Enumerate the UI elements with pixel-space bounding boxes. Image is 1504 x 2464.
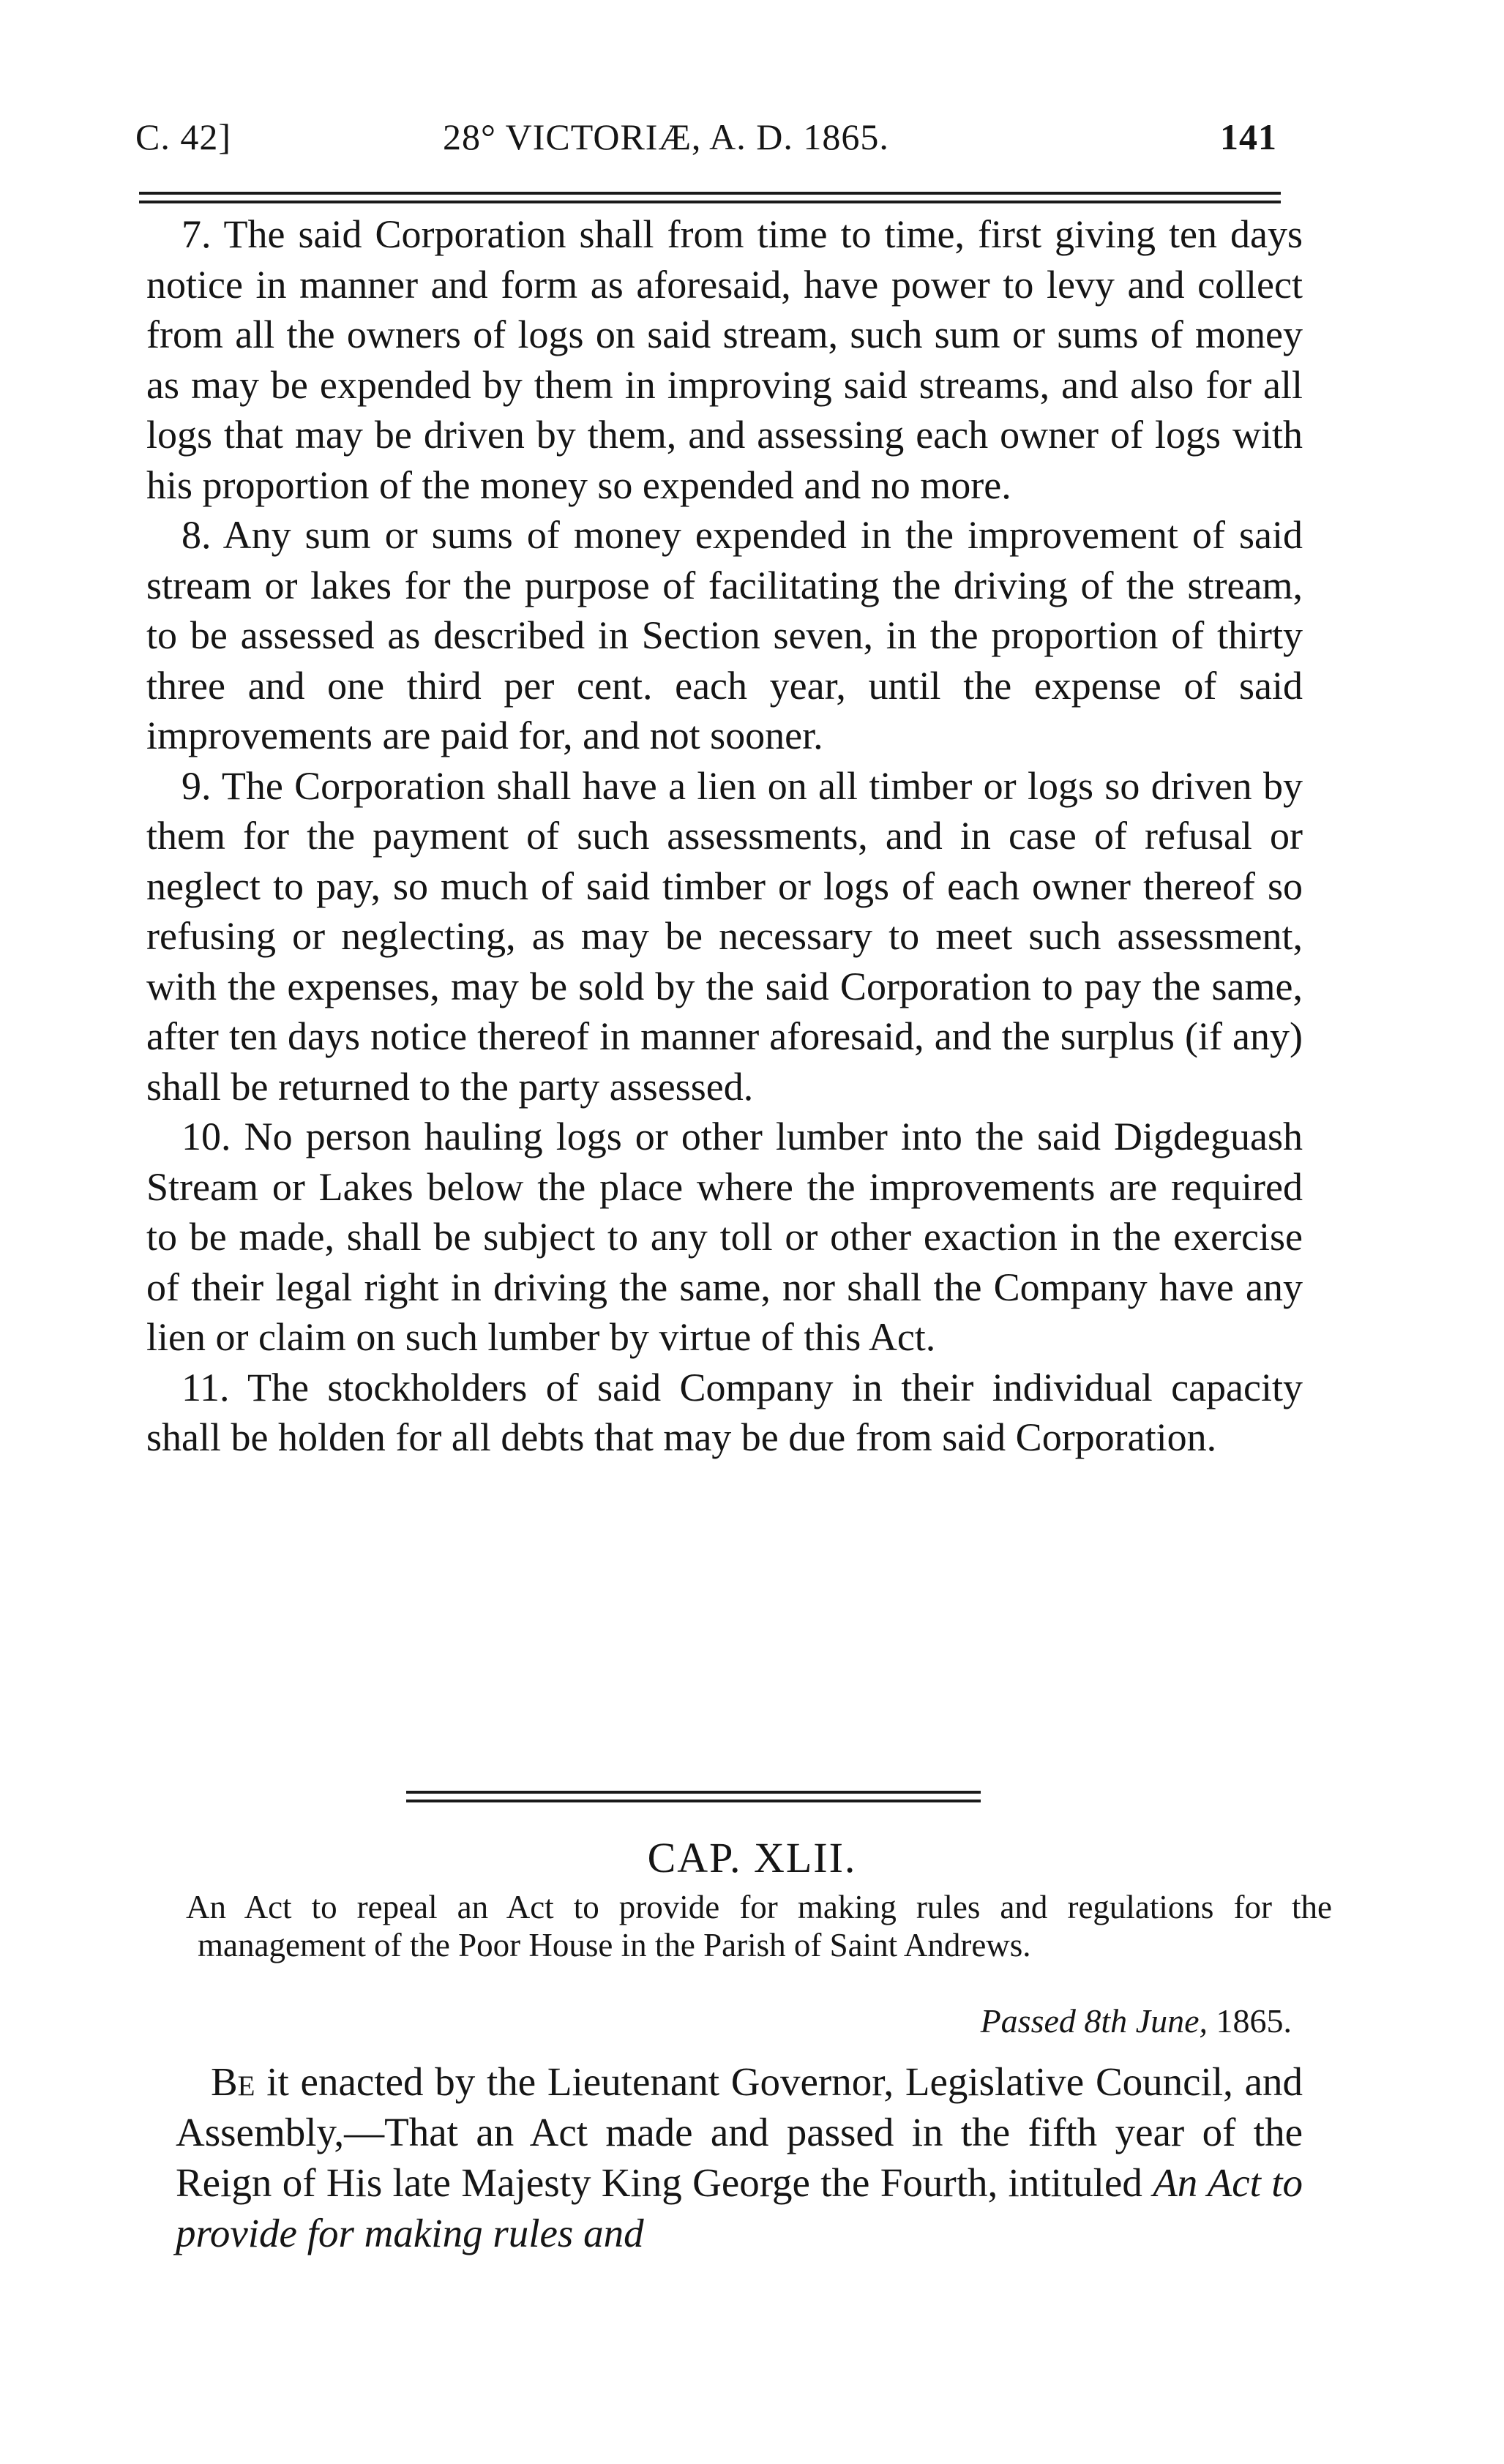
enacting-lead: Be bbox=[211, 2059, 255, 2104]
section-text: The said Corporation shall from time to time, first giving ten days notice in manner and form as aforesaid, have power to levy and collect from all the owners of logs on said stream, such sum or sums of money as may be expended by them in improving said streams, and also for all logs that may be driven by them, and assessing each owner of logs with his proportion of the money so expended and no more. bbox=[146, 212, 1303, 507]
chapter-divider-top bbox=[406, 1791, 981, 1794]
page-number: 141 bbox=[1220, 116, 1277, 157]
section-number: 9. bbox=[182, 763, 212, 808]
section-9 bbox=[146, 761, 1303, 1112]
act-long-title: An Act to repeal an Act to provide for making rules and regulations for the management of the Poor House in the Parish of Saint Andrews. bbox=[186, 1889, 1332, 1963]
section-text: The stockholders of said Company in their individual capacity shall be holden for all debts that may be due from said Corporation. bbox=[146, 1365, 1303, 1459]
chapter-title: CAP. XLII. bbox=[647, 1834, 857, 1881]
section-number: 11. bbox=[182, 1365, 230, 1409]
running-title: 28° VICTORIÆ, A. D. 1865. bbox=[443, 116, 889, 157]
section-8 bbox=[146, 510, 1303, 761]
section-text: Any sum or sums of money expended in the improvement of said stream or lakes for the purpose of facilitating the driving of the stream, to be assessed as described in Section seven, in the proportion of thirty three and one third per cent. each year, until the expense of said improvements are paid for, and not sooner. bbox=[146, 513, 1303, 757]
section-number: 7. bbox=[182, 212, 212, 256]
enacting-clause bbox=[176, 2056, 1303, 2258]
section-text: No person hauling logs or other lumber into the said Digdeguash Stream or Lakes below the place where the improvements are required to be made, shall be subject to any toll or other exaction in the exercise of their legal right in driving the same, nor shall the Company have any lien or claim on such lumber by virtue of this Act. bbox=[146, 1115, 1303, 1359]
passed-label: Passed 8th June, bbox=[980, 2002, 1208, 2040]
passed-year: 1865. bbox=[1216, 2002, 1292, 2040]
chapter-reference: C. 42] bbox=[135, 116, 231, 157]
running-header bbox=[135, 116, 1277, 167]
section-7 bbox=[146, 209, 1303, 510]
section-10 bbox=[146, 1112, 1303, 1363]
header-rule-top bbox=[139, 192, 1281, 195]
enacting-italic-title: An Act to provide for making rules and bbox=[176, 2160, 1303, 2255]
section-number: 8. bbox=[182, 513, 212, 557]
section-number: 10. bbox=[182, 1115, 231, 1158]
section-11 bbox=[146, 1363, 1303, 1463]
section-text: The Corporation shall have a lien on all timber or logs so driven by them for the payment of such assessments, and in case of refusal or neglect to pay, so much of said timber or logs of each owner thereof so refusing or neglecting, as may be necessary to meet such assessment, with the expenses, may be sold by the said Corporation to pay the same, after ten days notice thereof in manner aforesaid, and the surplus (if any) shall be returned to the party assessed. bbox=[146, 763, 1303, 1109]
sections-body bbox=[146, 209, 1303, 1463]
enacting-text: it enacted by the Lieutenant Governor, Legislative Council, and Assembly,—That an Act made and passed in the fifth year of the Reign of His late Majesty King George the Fourth, intituled bbox=[176, 2059, 1303, 2205]
passed-date bbox=[981, 2001, 1292, 2040]
header-rule-bottom bbox=[139, 201, 1281, 203]
chapter-divider-bottom bbox=[406, 1800, 981, 1802]
